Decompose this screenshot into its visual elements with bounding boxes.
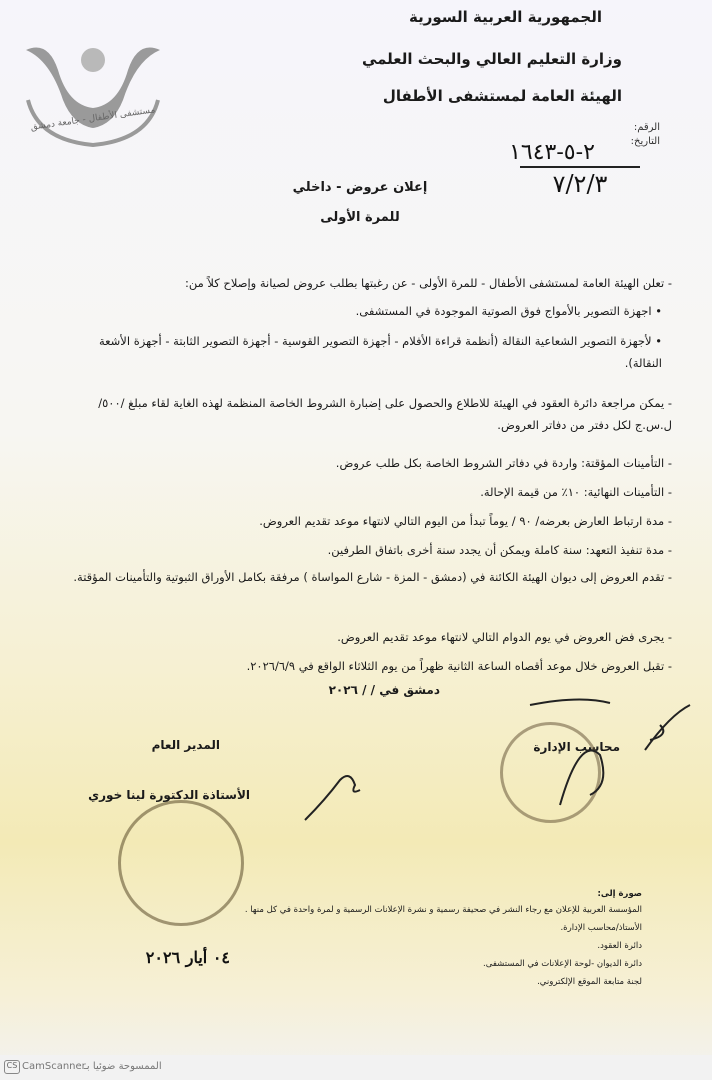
final-deposits: - التأمينات النهائية: ١٠٪ من قيمة الإحالة.: [72, 481, 672, 503]
copies-item-5: لجنة متابعة الموقع الإلكتروني.: [537, 977, 642, 987]
deadline: - تقبل العروض خلال موعد أقصاه الساعة الثانية ظهراً من يوم الثلاثاء الواقع في ٢٠٢٦/٦/٩.: [72, 655, 672, 677]
copies-heading: صورة إلى:: [597, 889, 642, 899]
announcement-subtitle: للمرة الأولى: [320, 210, 400, 225]
country-name: الجمهورية العربية السورية: [409, 8, 602, 26]
scanner-caption: الممسوحة ضوئيا بـ: [84, 1061, 162, 1072]
item-radiography: • لأجهزة التصوير الشعاعية النقالة (أنظمة قراءة الأفلام - أجهزة التصوير القوسية - أجهزة التصوير الثابتة - أجهزة الأشعة النقالة).: [72, 330, 662, 374]
temporary-deposits: - التأمينات المؤقتة: واردة في دفاتر الشروط الخاصة بكل طلب عروض.: [72, 452, 672, 474]
director-signature: [300, 760, 380, 830]
scanner-name: CamScanner: [22, 1061, 86, 1072]
ref-underline: [520, 166, 640, 168]
camscanner-icon: CS: [4, 1060, 20, 1074]
item-ultrasound: • اجهزة التصوير بالأمواج فوق الصوتية الموجودة في المستشفى.: [72, 300, 662, 322]
place-date: دمشق في / / ٢٠٢٦: [328, 683, 440, 697]
accountant-title: محاسب الإدارة: [533, 740, 620, 754]
opening-date: - يجرى فض العروض في يوم الدوام التالي لانتهاء موعد تقديم العروض.: [72, 626, 672, 648]
date-handwritten: ٧/٢/٣: [552, 170, 608, 198]
ministry-name: وزارة التعليم العالي والبحث العلمي: [361, 50, 622, 68]
execution-period: - مدة تنفيذ التعهد: سنة كاملة ويمكن أن يجدد سنة أخرى باتفاق الطرفين.: [72, 539, 672, 561]
copies-item-4: دائرة الديوان -لوحة الإعلانات في المستشفى.: [483, 959, 642, 969]
offer-validity: - مدة ارتباط العارض بعرضه/ ٩٠ / يوماً تبدأ من اليوم التالي لانتهاء موعد تقديم العروض.: [72, 510, 672, 532]
copies-item-1: المؤسسة العربية للإعلان مع رجاء النشر في صحيفة رسمية و نشرة الإعلانات الرسمية و لمرة واحدة في كل منها .: [244, 905, 642, 915]
accountant-signature: [520, 695, 700, 815]
announcement-title: إعلان عروض - داخلي: [292, 180, 428, 195]
ref-number-handwritten: ٢-٥-١٦٤٣: [509, 140, 595, 165]
scanner-footer: [0, 1055, 712, 1080]
ref-label: الرقم:: [633, 122, 660, 133]
handwritten-issue-date: ٠٤ أيار ٢٠٢٦: [145, 948, 230, 967]
logo-caption: مستشفى الأطفال - جامعة دمشق: [30, 105, 156, 133]
date-label: التاريخ:: [630, 136, 660, 147]
intro-paragraph: - تعلن الهيئة العامة لمستشفى الأطفال - للمرة الأولى - عن رغبتها بطلب عروض لصيانة وإصلاح كلاً من:: [72, 272, 672, 294]
copies-item-3: دائرة العقود.: [597, 941, 642, 951]
director-title: المدير العام: [151, 738, 220, 752]
director-name: الأستاذة الدكتورة لينا خوري: [88, 788, 250, 802]
submission-location: - تقدم العروض إلى ديوان الهيئة الكائنة في (دمشق - المزة - شارع المواساة ) مرفقة بكامل الأوراق الثبوتية والتأمينات المؤقتة.: [72, 566, 672, 588]
contracts-paragraph: - يمكن مراجعة دائرة العقود في الهيئة للاطلاع والحصول على إضبارة الشروط الخاصة المنظمة لهذه الغاية لقاء مبلغ /٥٠٠/ ل.س.ج لكل دفتر من دفاتر العروض.: [72, 392, 672, 436]
copies-item-2: الأستاذ/محاسب الإدارة.: [560, 923, 642, 933]
hospital-logo: [18, 30, 168, 150]
authority-name: الهيئة العامة لمستشفى الأطفال: [382, 87, 622, 105]
